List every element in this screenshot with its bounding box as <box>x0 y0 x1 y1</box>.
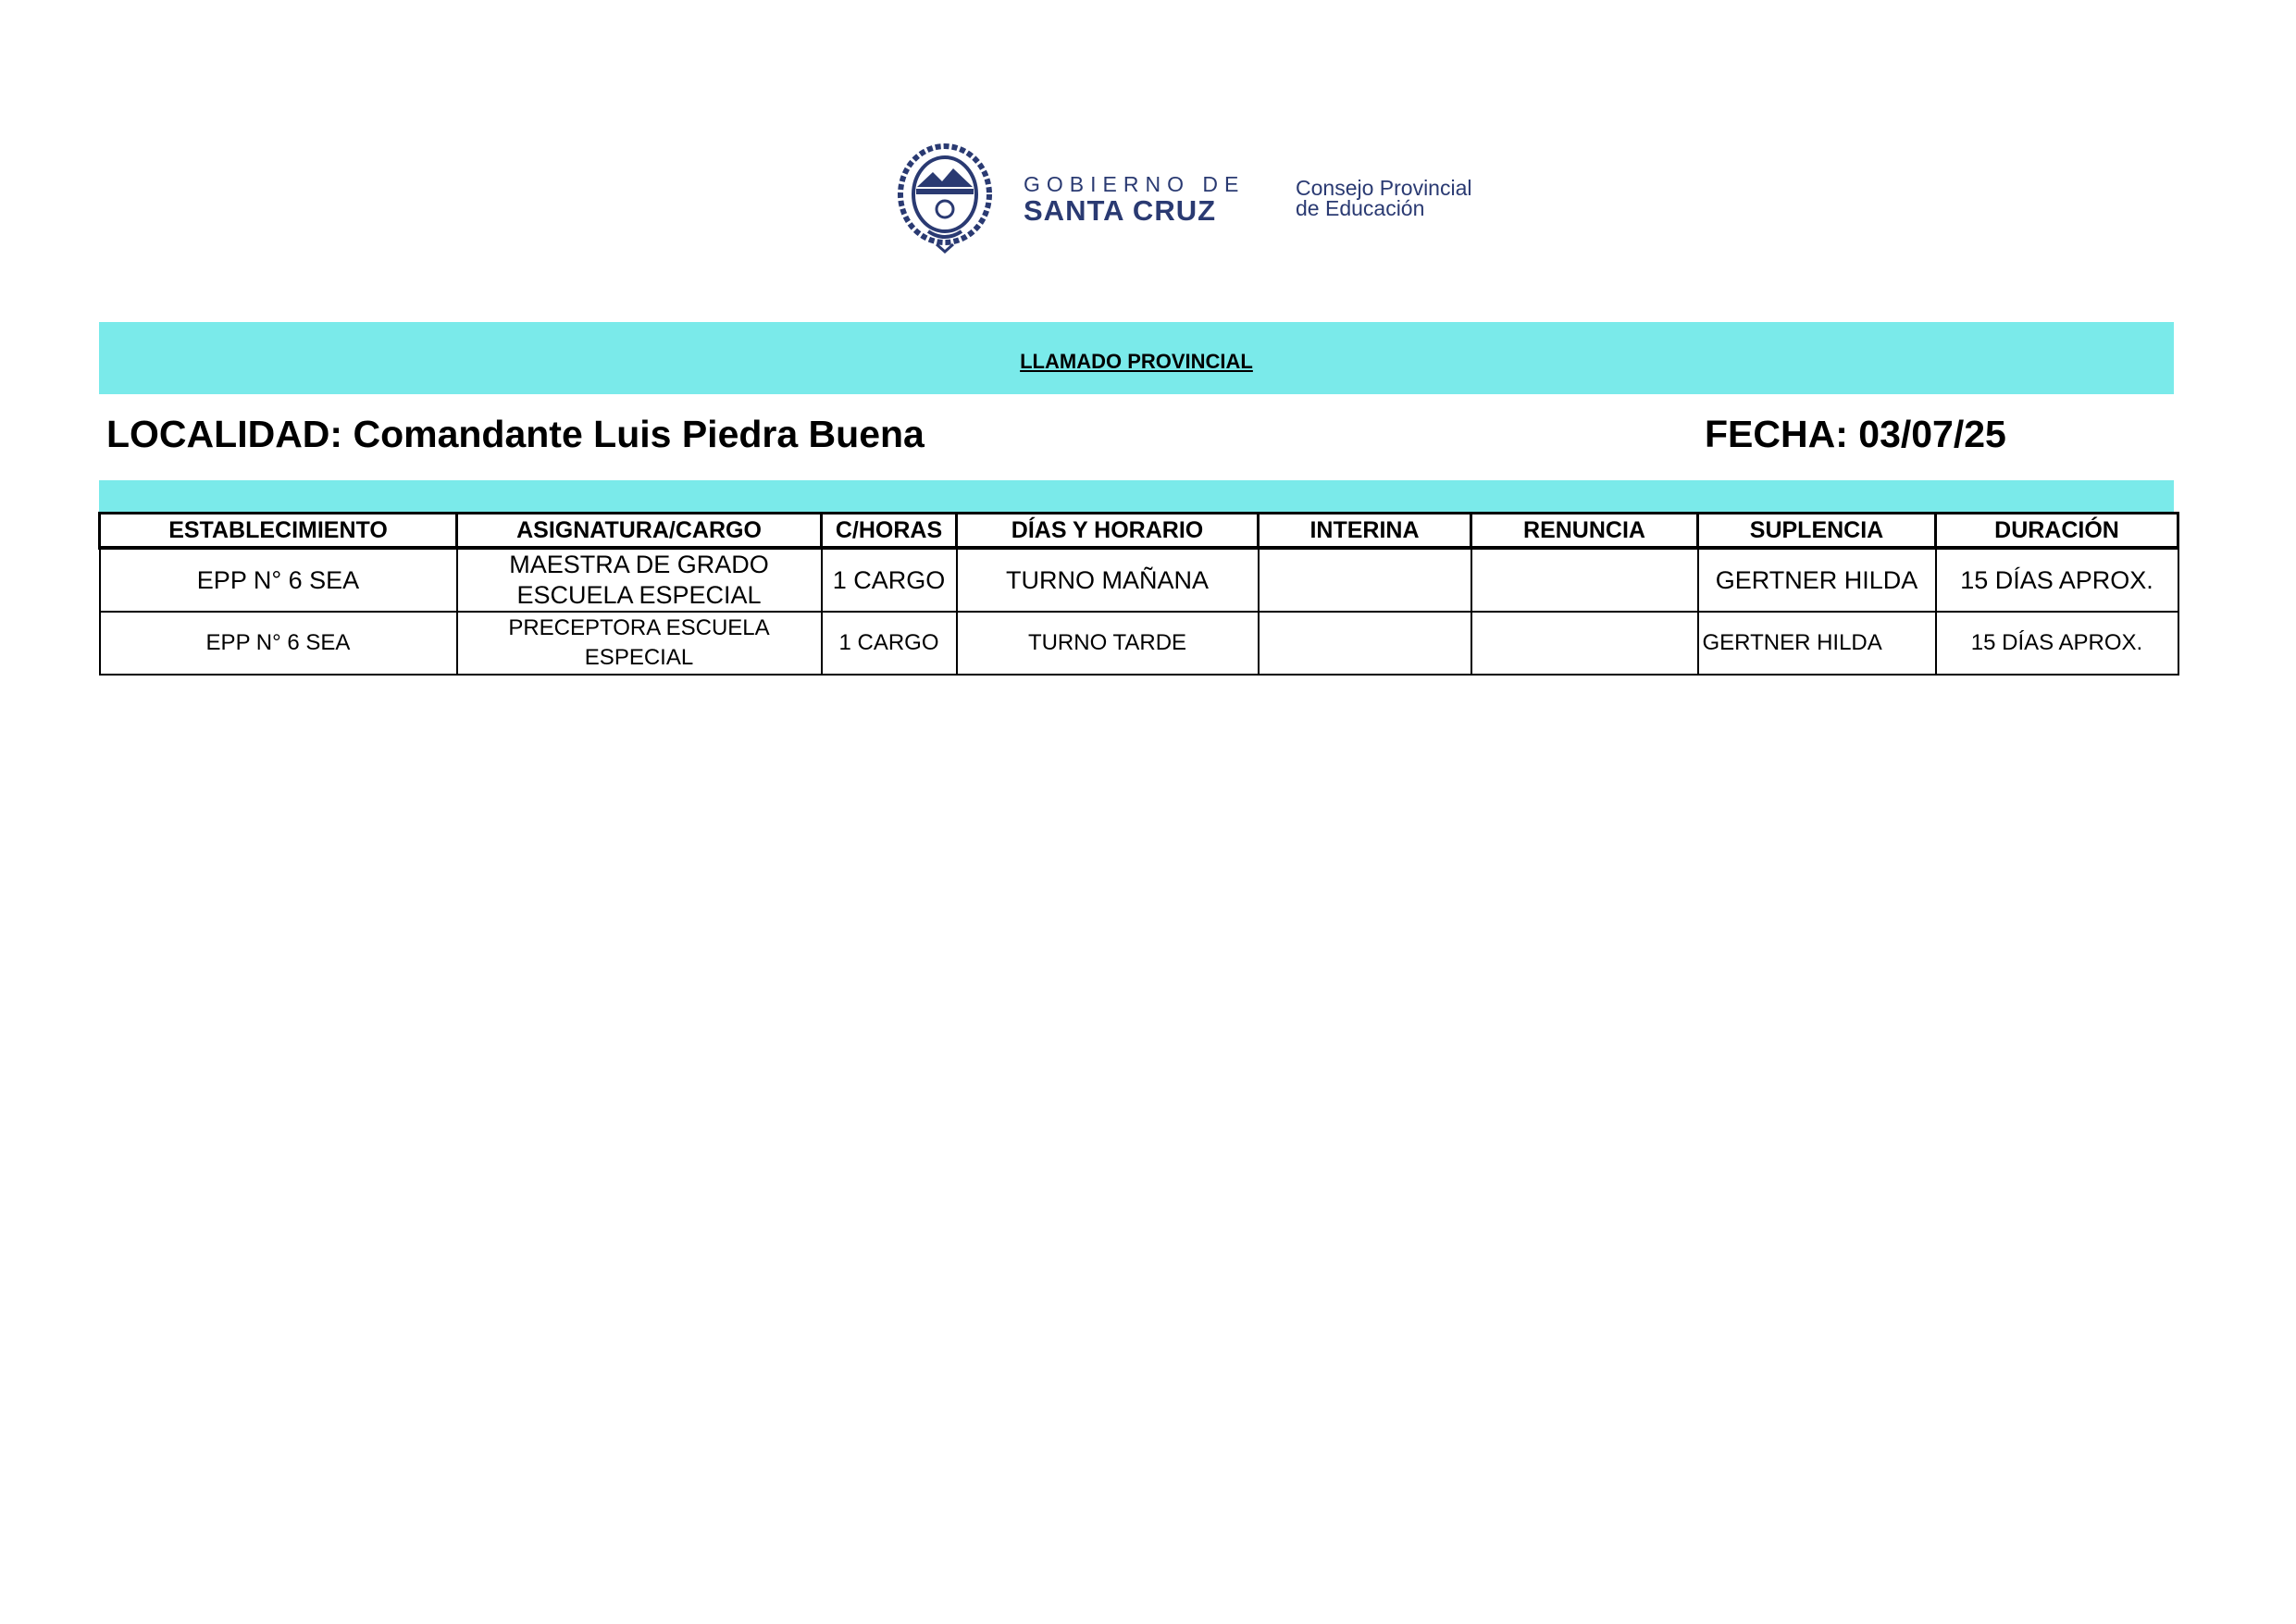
cell-horas: 1 CARGO <box>822 548 957 612</box>
cell-asignatura-line1: PRECEPTORA ESCUELA <box>508 615 770 640</box>
cell-interina <box>1259 548 1471 612</box>
cell-suplencia: GERTNER HILDA <box>1698 548 1936 612</box>
cell-asignatura-line2: ESCUELA ESPECIAL <box>516 581 762 609</box>
cell-horario: TURNO MAÑANA <box>957 548 1259 612</box>
column-header-asignatura: ASIGNATURA/CARGO <box>457 514 822 549</box>
banner-title: LLAMADO PROVINCIAL <box>1020 350 1253 373</box>
column-header-suplencia: SUPLENCIA <box>1698 514 1936 549</box>
cell-asignatura <box>457 548 822 612</box>
cell-asignatura-line2: ESPECIAL <box>584 645 694 670</box>
cell-suplencia: GERTNER HILDA <box>1698 612 1936 675</box>
province-name: SANTA CRUZ <box>1024 194 1217 227</box>
cell-duracion: 15 DÍAS APROX. <box>1936 612 2178 675</box>
cell-establecimiento: EPP N° 6 SEA <box>100 612 457 675</box>
fecha-heading: FECHA: 03/07/25 <box>1705 413 2006 455</box>
column-header-duracion: DURACIÓN <box>1936 514 2178 549</box>
column-header-horario: DÍAS Y HORARIO <box>957 514 1259 549</box>
cell-asignatura <box>457 612 822 675</box>
provincial-crest-icon <box>896 141 994 254</box>
call-banner <box>99 322 2174 394</box>
header-logo <box>896 141 1525 254</box>
cell-renuncia <box>1471 548 1698 612</box>
cell-duracion: 15 DÍAS APROX. <box>1936 548 2178 612</box>
cell-renuncia <box>1471 612 1698 675</box>
cell-establecimiento: EPP N° 6 SEA <box>100 548 457 612</box>
column-header-establecimiento: ESTABLECIMIENTO <box>100 514 457 549</box>
government-title: GOBIERNO DE <box>1024 172 1246 196</box>
column-header-horas: C/HORAS <box>822 514 957 549</box>
cell-horario: TURNO TARDE <box>957 612 1259 675</box>
cell-asignatura-line1: MAESTRA DE GRADO <box>509 551 769 578</box>
cell-horas: 1 CARGO <box>822 612 957 675</box>
council-title: Consejo Provincial <box>1296 176 1472 200</box>
column-header-renuncia: RENUNCIA <box>1471 514 1698 549</box>
vacancy-table <box>98 512 2179 676</box>
table-row <box>100 612 2178 675</box>
table-row <box>100 548 2178 612</box>
cell-interina <box>1259 612 1471 675</box>
table-header-row <box>100 514 2178 549</box>
column-header-interina: INTERINA <box>1259 514 1471 549</box>
council-subtitle: de Educación <box>1296 196 1425 220</box>
localidad-heading: LOCALIDAD: Comandante Luis Piedra Buena <box>106 413 925 455</box>
separator-strip <box>99 480 2174 512</box>
